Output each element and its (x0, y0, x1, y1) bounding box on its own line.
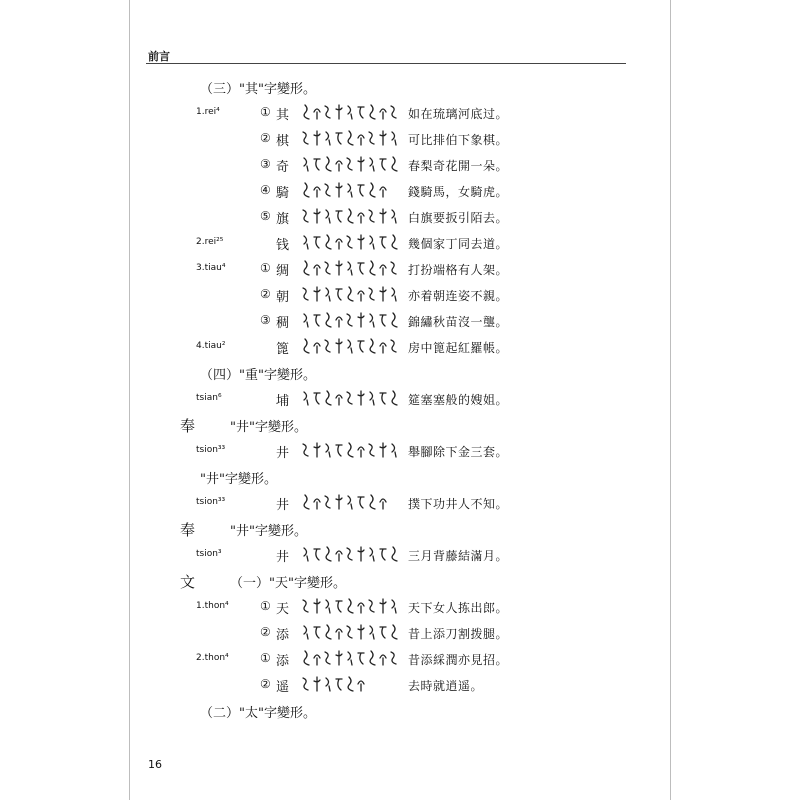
item-number: ② (260, 131, 271, 145)
script-glyph (390, 546, 398, 562)
script-glyph (302, 624, 310, 640)
section-heading-row (0, 412, 800, 438)
head-character: 绸 (276, 264, 290, 279)
script-glyph (324, 494, 332, 510)
translation-text: 天下女人拣出郎。 (408, 601, 509, 615)
nushu-script-row (302, 493, 402, 513)
nushu-script-row (302, 389, 402, 409)
script-glyph (335, 676, 343, 692)
section-heading: "井"字變形。 (230, 420, 307, 435)
script-glyph (390, 260, 398, 276)
entry-row (0, 204, 800, 230)
script-glyph (335, 494, 343, 510)
script-glyph (368, 130, 376, 146)
entry-row (0, 282, 800, 308)
section-heading: "井"字變形。 (200, 472, 277, 487)
translation-text: 打扮端格有人架。 (408, 263, 509, 277)
script-glyph (313, 598, 321, 614)
script-glyph (357, 130, 365, 146)
nushu-script-row (302, 675, 402, 695)
section-heading: （三）"其"字變形。 (200, 82, 316, 97)
script-glyph (313, 260, 321, 276)
script-glyph (390, 338, 398, 354)
translation-text: 昔添綵潤亦見招。 (408, 653, 509, 667)
script-glyph (379, 286, 387, 302)
section-heading: （一）"天"字變形。 (230, 576, 346, 591)
nushu-script-row (302, 155, 402, 175)
script-glyph (379, 338, 387, 354)
script-glyph (390, 598, 398, 614)
script-glyph (324, 624, 332, 640)
translation-text: 昔上添刀割拨腿。 (408, 627, 509, 641)
nushu-script-row (302, 441, 402, 461)
entry-row (0, 646, 800, 672)
nushu-script-row (302, 259, 402, 279)
margin-mark: 奉 (180, 521, 196, 539)
nushu-script-row (302, 233, 402, 253)
script-glyph (302, 676, 310, 692)
item-number: ② (260, 287, 271, 301)
script-glyph (302, 598, 310, 614)
script-glyph (390, 156, 398, 172)
script-glyph (346, 624, 354, 640)
nushu-script-row (302, 623, 402, 643)
script-glyph (346, 312, 354, 328)
phonetic-code: 3.tiau⁴ (196, 263, 226, 273)
script-glyph (379, 182, 387, 198)
entry-row (0, 490, 800, 516)
entry-row (0, 438, 800, 464)
script-glyph (357, 442, 365, 458)
script-glyph (379, 442, 387, 458)
script-glyph (368, 650, 376, 666)
head-character: 添 (276, 628, 290, 643)
entry-row (0, 230, 800, 256)
script-glyph (379, 130, 387, 146)
nushu-script-row (302, 207, 402, 227)
translation-text: 錢騎馬，女騎虎。 (408, 185, 509, 199)
script-glyph (346, 442, 354, 458)
script-glyph (357, 234, 365, 250)
phonetic-code: tsion³³ (196, 497, 226, 507)
phonetic-code: 2.rei²⁵ (196, 237, 224, 247)
script-glyph (346, 130, 354, 146)
script-glyph (379, 234, 387, 250)
nushu-script-row (302, 311, 402, 331)
script-glyph (313, 494, 321, 510)
nushu-script-row (302, 649, 402, 669)
script-glyph (357, 676, 365, 692)
script-glyph (302, 156, 310, 172)
script-glyph (357, 624, 365, 640)
script-glyph (368, 286, 376, 302)
head-character: 稠 (276, 316, 290, 331)
script-glyph (357, 208, 365, 224)
section-heading: （四）"重"字變形。 (200, 368, 316, 383)
script-glyph (346, 286, 354, 302)
script-glyph (390, 624, 398, 640)
entry-row (0, 542, 800, 568)
script-glyph (379, 312, 387, 328)
script-glyph (324, 286, 332, 302)
script-glyph (313, 234, 321, 250)
translation-text: 白旗要扳引陌去。 (408, 211, 509, 225)
phonetic-code: 4.tiau² (196, 341, 226, 351)
script-glyph (346, 650, 354, 666)
entry-row (0, 126, 800, 152)
script-glyph (324, 260, 332, 276)
script-glyph (324, 338, 332, 354)
script-glyph (368, 598, 376, 614)
nushu-script-row (302, 181, 402, 201)
head-character: 钱 (276, 238, 290, 253)
script-glyph (313, 208, 321, 224)
script-glyph (302, 390, 310, 406)
section-heading-row (0, 464, 800, 490)
script-glyph (379, 624, 387, 640)
translation-text: 幾個家丁同去道。 (408, 237, 509, 251)
script-glyph (324, 442, 332, 458)
script-glyph (346, 234, 354, 250)
script-glyph (368, 104, 376, 120)
translation-text: 撲下功井人不知。 (408, 497, 509, 511)
margin-mark: 文 (180, 573, 196, 591)
script-glyph (357, 598, 365, 614)
script-glyph (379, 390, 387, 406)
script-glyph (390, 130, 398, 146)
script-glyph (335, 286, 343, 302)
script-glyph (368, 156, 376, 172)
script-glyph (346, 156, 354, 172)
script-glyph (357, 390, 365, 406)
script-glyph (379, 546, 387, 562)
script-glyph (335, 208, 343, 224)
head-character: 棋 (276, 134, 290, 149)
translation-text: 去時就逍遥。 (408, 679, 484, 693)
entry-row (0, 152, 800, 178)
phonetic-code: 2.thon⁴ (196, 653, 229, 663)
script-glyph (302, 650, 310, 666)
script-glyph (313, 130, 321, 146)
phonetic-code: 1.thon⁴ (196, 601, 229, 611)
head-character: 奇 (276, 160, 290, 175)
script-glyph (313, 286, 321, 302)
script-glyph (302, 286, 310, 302)
head-character: 其 (276, 108, 290, 123)
script-glyph (346, 546, 354, 562)
item-number: ④ (260, 183, 271, 197)
script-glyph (335, 312, 343, 328)
script-glyph (313, 546, 321, 562)
script-glyph (390, 442, 398, 458)
translation-text: 舉腳除下金三套。 (408, 445, 509, 459)
script-glyph (368, 494, 376, 510)
script-glyph (313, 390, 321, 406)
script-glyph (357, 104, 365, 120)
script-glyph (335, 130, 343, 146)
item-number: ③ (260, 157, 271, 171)
script-glyph (324, 130, 332, 146)
entry-row (0, 672, 800, 698)
script-glyph (357, 338, 365, 354)
script-glyph (379, 650, 387, 666)
script-glyph (346, 338, 354, 354)
script-glyph (368, 260, 376, 276)
script-glyph (335, 156, 343, 172)
section-heading-row (0, 360, 800, 386)
nushu-script-row (302, 129, 402, 149)
script-glyph (302, 208, 310, 224)
script-glyph (302, 234, 310, 250)
translation-text: 房中篦起紅羅帳。 (408, 341, 509, 355)
script-glyph (368, 442, 376, 458)
script-glyph (346, 208, 354, 224)
script-glyph (313, 104, 321, 120)
script-glyph (313, 338, 321, 354)
item-number: ⑤ (260, 209, 271, 223)
head-character: 天 (276, 602, 290, 617)
head-character: 埔 (276, 394, 290, 409)
script-glyph (324, 676, 332, 692)
script-glyph (324, 156, 332, 172)
entry-row (0, 334, 800, 360)
script-glyph (335, 338, 343, 354)
entry-row (0, 620, 800, 646)
script-glyph (302, 338, 310, 354)
script-glyph (335, 624, 343, 640)
script-glyph (390, 208, 398, 224)
head-character: 旗 (276, 212, 290, 227)
script-glyph (335, 234, 343, 250)
translation-text: 如在琉璃河底过。 (408, 107, 509, 121)
margin-mark: 奉 (180, 417, 196, 435)
section-heading-row (0, 568, 800, 594)
script-glyph (357, 260, 365, 276)
script-glyph (335, 390, 343, 406)
head-character: 篦 (276, 342, 290, 357)
script-glyph (357, 546, 365, 562)
header-rule (146, 63, 626, 64)
script-glyph (335, 546, 343, 562)
nushu-script-row (302, 337, 402, 357)
script-glyph (368, 624, 376, 640)
phonetic-code: tsion³³ (196, 445, 226, 455)
script-glyph (379, 104, 387, 120)
script-glyph (346, 104, 354, 120)
section-heading-row (0, 698, 800, 724)
script-glyph (368, 208, 376, 224)
nushu-script-row (302, 285, 402, 305)
script-glyph (346, 598, 354, 614)
head-character: 添 (276, 654, 290, 669)
script-glyph (390, 234, 398, 250)
head-character: 井 (276, 446, 290, 461)
script-glyph (335, 650, 343, 666)
script-glyph (357, 312, 365, 328)
script-glyph (335, 598, 343, 614)
script-glyph (346, 494, 354, 510)
script-glyph (357, 286, 365, 302)
section-heading-row (0, 516, 800, 542)
script-glyph (302, 260, 310, 276)
script-glyph (302, 104, 310, 120)
item-number: ② (260, 625, 271, 639)
nushu-script-row (302, 545, 402, 565)
script-glyph (357, 156, 365, 172)
entry-row (0, 594, 800, 620)
script-glyph (335, 442, 343, 458)
script-glyph (313, 442, 321, 458)
translation-text: 春梨奇花開一朵。 (408, 159, 509, 173)
translation-text: 筵塞塞般的嫂姐。 (408, 393, 509, 407)
phonetic-code: tsion³ (196, 549, 222, 559)
script-glyph (302, 546, 310, 562)
nushu-script-row (302, 103, 402, 123)
script-glyph (346, 260, 354, 276)
script-glyph (313, 650, 321, 666)
item-number: ③ (260, 313, 271, 327)
section-heading: "井"字變形。 (230, 524, 307, 539)
entry-row (0, 256, 800, 282)
script-glyph (324, 182, 332, 198)
head-character: 朝 (276, 290, 290, 305)
script-glyph (302, 130, 310, 146)
script-glyph (379, 260, 387, 276)
script-glyph (357, 182, 365, 198)
script-glyph (368, 338, 376, 354)
script-glyph (379, 598, 387, 614)
script-glyph (390, 312, 398, 328)
head-character: 井 (276, 498, 290, 513)
entry-row (0, 386, 800, 412)
script-glyph (379, 494, 387, 510)
item-number: ① (260, 261, 271, 275)
translation-text: 可比排伯下象棋。 (408, 133, 509, 147)
script-glyph (379, 156, 387, 172)
entry-row (0, 178, 800, 204)
script-glyph (324, 234, 332, 250)
translation-text: 三月背藤結滿月。 (408, 549, 509, 563)
script-glyph (335, 104, 343, 120)
script-glyph (313, 182, 321, 198)
section-heading: （二）"太"字變形。 (200, 706, 316, 721)
script-glyph (390, 390, 398, 406)
script-glyph (346, 676, 354, 692)
script-glyph (324, 598, 332, 614)
item-number: ② (260, 677, 271, 691)
script-glyph (313, 156, 321, 172)
nushu-script-row (302, 597, 402, 617)
script-glyph (302, 494, 310, 510)
script-glyph (390, 104, 398, 120)
entry-row (0, 308, 800, 334)
script-glyph (379, 208, 387, 224)
script-glyph (368, 390, 376, 406)
script-glyph (335, 260, 343, 276)
script-glyph (302, 442, 310, 458)
header-title: 前言 (148, 50, 170, 63)
translation-text: 亦着朝连姿不親。 (408, 289, 509, 303)
script-glyph (313, 624, 321, 640)
page-number: 16 (148, 758, 162, 771)
head-character: 遥 (276, 680, 290, 695)
item-number: ① (260, 651, 271, 665)
script-glyph (324, 104, 332, 120)
script-glyph (357, 650, 365, 666)
script-glyph (313, 676, 321, 692)
section-heading-row (0, 74, 800, 100)
phonetic-code: 1.rei⁴ (196, 107, 220, 117)
script-glyph (313, 312, 321, 328)
script-glyph (324, 390, 332, 406)
phonetic-code: tsian⁶ (196, 393, 222, 403)
script-glyph (346, 390, 354, 406)
script-glyph (324, 312, 332, 328)
translation-text: 錦繡秋苗沒一壟。 (408, 315, 509, 329)
script-glyph (324, 650, 332, 666)
script-glyph (357, 494, 365, 510)
script-glyph (324, 546, 332, 562)
script-glyph (368, 546, 376, 562)
script-glyph (302, 312, 310, 328)
script-glyph (368, 312, 376, 328)
item-number: ① (260, 599, 271, 613)
script-glyph (335, 182, 343, 198)
head-character: 井 (276, 550, 290, 565)
script-glyph (368, 182, 376, 198)
script-glyph (368, 234, 376, 250)
entry-row (0, 100, 800, 126)
head-character: 騎 (276, 186, 290, 201)
script-glyph (390, 286, 398, 302)
script-glyph (302, 182, 310, 198)
script-glyph (346, 182, 354, 198)
script-glyph (324, 208, 332, 224)
script-glyph (390, 650, 398, 666)
item-number: ① (260, 105, 271, 119)
